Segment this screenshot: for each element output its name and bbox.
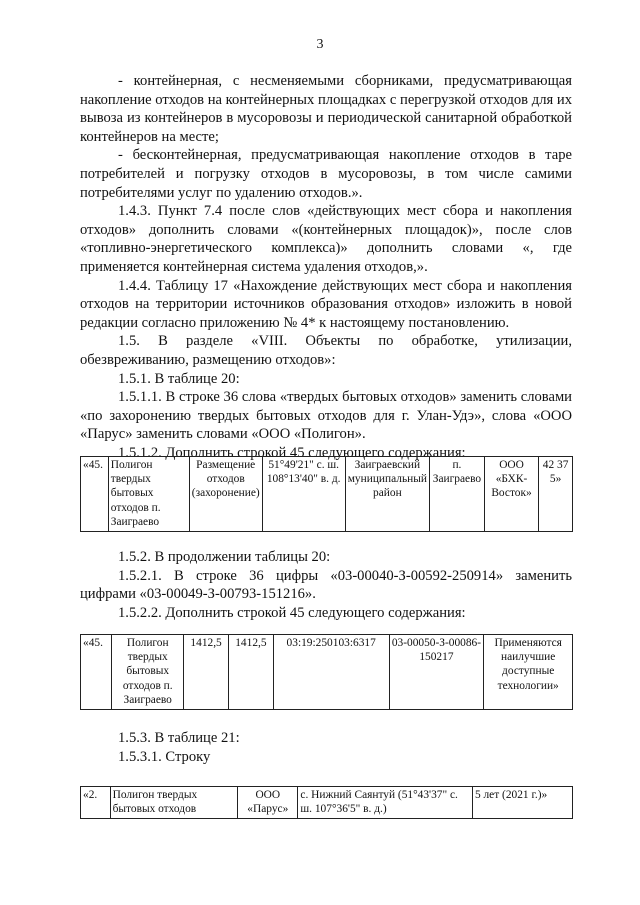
table-20-continuation-row-45 xyxy=(80,634,573,710)
paragraph: 1.4.3. Пункт 7.4 после слов «действующих мест сбора и накопления отходов» дополнить словами «(контейнерных площадок)», после слов «топливно-энергетического комплекса)» дополнить словами «, где применяется контейнерная система удаления отходов,». xyxy=(80,203,572,275)
paragraph: 1.5.1. В таблице 20: xyxy=(118,370,240,387)
paragraph: 1.5.1.1. В строке 36 слова «твердых бытовых отходов» заменить словами «по захоронению твердых бытовых отходов для г. Улан-Удэ», слова «ООО «Парус» заменить словами «ООО «Полигон». xyxy=(80,389,572,443)
paragraph: 1.5.2. В продолжении таблицы 20: xyxy=(118,549,331,565)
table-cell: ООО «Парус» xyxy=(238,787,298,819)
table-cell: 5 лет (2021 г.)» xyxy=(472,787,572,819)
paragraph: - контейнерная, с несменяемыми сборниками, предусматривающая накопление отходов на контейнерных площадках с перегрузкой отходов для их вывоза из контейнеров в мусоровозы и периодической санитарной обработкой контейнеров на месте; xyxy=(80,73,572,145)
paragraph: 1.5.1.2. Дополнить строкой 45 следующего содержания: xyxy=(118,444,466,461)
table-20-row-45 xyxy=(80,456,573,532)
table-cell: 03-00050-З-00086-150217 xyxy=(389,635,484,710)
table-row xyxy=(81,457,573,532)
table-cell: Заиграевский муниципальный район xyxy=(345,457,429,532)
table-cell: Полигон твердых бытовых отходов п. Заиграево xyxy=(108,457,189,532)
table-cell: «45. xyxy=(81,635,112,710)
paragraph: 1.5.3.1. Строку xyxy=(118,748,211,765)
section-table-21 xyxy=(80,729,572,766)
table-cell: Полигон твердых бытовых отходов п. Заиграево xyxy=(112,635,184,710)
table-cell: 1412,5 xyxy=(229,635,274,710)
paragraph: - бесконтейнерная, предусматривающая накопление отходов в таре потребителей и погрузку отходов в мусоровозы, в том числе самими потребителями услуг по удалению отходов.». xyxy=(80,147,572,201)
paragraph: 1.5.2.2. Дополнить строкой 45 следующего содержания: xyxy=(118,604,466,621)
paragraph: 1.4.4. Таблицу 17 «Нахождение действующих мест сбора и накопления отходов на территории источников образования отходов» изложить в новой редакции согласно приложению № 4* к настоящему постановлению. xyxy=(80,277,572,331)
document-body xyxy=(80,72,572,462)
table-cell: Применяются наилучшие доступные технологии» xyxy=(484,635,573,710)
table-cell: «45. xyxy=(81,457,109,532)
table-cell: Полигон твердых бытовых отходов xyxy=(110,787,238,819)
table-cell: Размещение отходов (захоронение) xyxy=(189,457,262,532)
paragraph: 1.5.2.1. В строке 36 цифры «03-00040-З-00592-250914» заменить цифрами «03-00049-З-00793-151216». xyxy=(80,567,572,603)
table-cell: п. Заиграево xyxy=(429,457,484,532)
table-cell: «2. xyxy=(81,787,111,819)
table-cell: 42 37 5» xyxy=(539,457,573,532)
paragraph: 1.5.3. В таблице 21: xyxy=(118,730,240,746)
table-cell: ООО «БХК-Восток» xyxy=(484,457,538,532)
table-cell: 51°49'21" с. ш. 108°13'40" в. д. xyxy=(262,457,345,532)
table-row xyxy=(81,635,573,710)
table-cell: с. Нижний Саянтуй (51°43'37" с. ш. 107°36'5" в. д.) xyxy=(298,787,473,819)
table-21-row-2 xyxy=(80,786,573,819)
section-table-20-continuation xyxy=(80,548,572,622)
table-cell: 03:19:250103:6317 xyxy=(273,635,389,710)
paragraph: 1.5. В разделе «VIII. Объекты по обработке, утилизации, обезвреживанию, размещению отходов»: xyxy=(80,333,572,368)
table-row xyxy=(81,787,573,819)
table-cell: 1412,5 xyxy=(184,635,229,710)
page-number: 3 xyxy=(316,37,324,52)
